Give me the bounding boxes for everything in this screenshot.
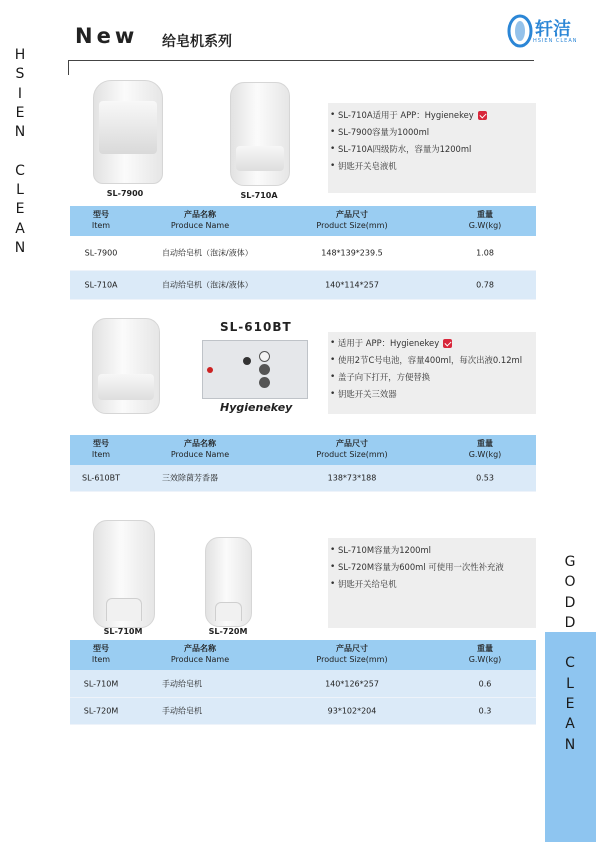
cell-weight: 0.6 <box>478 679 492 688</box>
header-cn: 产品尺寸 <box>336 210 368 219</box>
feature-item <box>328 124 536 141</box>
feature-item <box>328 141 536 158</box>
brand-letter: D <box>564 594 576 611</box>
header-cn: 重量 <box>477 644 493 653</box>
header-en: G.W(kg) <box>468 221 502 230</box>
sl-710m-product-image <box>93 520 155 628</box>
feature-item <box>328 559 536 576</box>
header-cn: 型号 <box>93 644 109 653</box>
section3-spec-table <box>70 640 536 725</box>
header-cn: 产品名称 <box>184 210 216 219</box>
brand-letter: A <box>565 716 575 733</box>
header-size <box>302 209 402 231</box>
cell-item: SL-720M <box>83 706 119 716</box>
brand-letter: N <box>14 239 26 256</box>
feature-item <box>328 158 536 175</box>
feature-text: SL-710M容量为1200ml <box>338 545 431 555</box>
table-row <box>70 271 536 300</box>
brand-letter: N <box>14 124 26 141</box>
section2-spec-table <box>70 435 536 492</box>
brand-letter: C <box>15 162 25 179</box>
header-cn: 型号 <box>93 210 109 219</box>
header-item <box>70 438 132 460</box>
brand-letter: E <box>15 201 25 218</box>
brand-letter: D <box>564 614 576 631</box>
product-label-sl-720m: SL-720M <box>208 627 248 636</box>
brand-letter: L <box>566 675 574 692</box>
header-en: Produce Name <box>170 655 230 664</box>
table-header-row <box>70 435 536 465</box>
feature-item <box>328 369 536 386</box>
brand-letter: E <box>565 696 575 713</box>
header-name <box>160 438 240 460</box>
cell-size: 148*139*239.5 <box>321 248 383 258</box>
header-en: Produce Name <box>170 221 230 230</box>
header-name <box>160 209 240 231</box>
feature-text: 适用于 APP：Hygienekey <box>338 338 440 348</box>
table-row <box>70 670 536 698</box>
feature-item <box>328 335 536 352</box>
cell-name: 手动给皂机 <box>162 706 202 716</box>
cell-size: 93*102*204 <box>327 706 377 716</box>
brand-letter: E <box>15 104 25 121</box>
section2-features-box <box>328 332 536 414</box>
brand-letter: H <box>14 47 26 63</box>
feature-text: SL-7900容量为1000ml <box>338 127 430 137</box>
logo-cn-text: 轩洁 <box>535 19 571 40</box>
feature-text: 盖子向下打开，方便替换 <box>338 372 431 382</box>
header-cn: 重量 <box>477 210 493 219</box>
app-check-icon <box>478 111 487 120</box>
sl-710a-product-image <box>230 82 290 186</box>
header-weight <box>455 438 515 460</box>
panel-button-icon <box>259 364 270 375</box>
header-en: Product Size(mm) <box>316 655 388 664</box>
header-divider <box>68 60 534 61</box>
header-new-title: New <box>75 24 139 48</box>
header-en: Item <box>91 221 111 230</box>
header-size <box>302 643 402 665</box>
table-row <box>70 698 536 725</box>
feature-text: 使用2节C号电池，容量400ml，每次出液0.12ml <box>338 355 523 365</box>
cell-weight: 0.78 <box>476 280 494 290</box>
header-item <box>70 209 132 231</box>
hygienekey-logo-text: Hygienekey <box>220 401 293 414</box>
feature-text: SL-710A四级防水，容量为1200ml <box>338 144 472 154</box>
feature-text: SL-720M容量为600ml 可使用一次性补充液 <box>338 562 504 572</box>
header-en: G.W(kg) <box>468 450 502 459</box>
table-row <box>70 465 536 492</box>
cell-item: SL-710A <box>84 280 118 290</box>
header-cn: 型号 <box>93 439 109 448</box>
cell-name: 三效除菌芳香器 <box>162 473 218 483</box>
feature-item <box>328 576 536 593</box>
header-name <box>160 643 240 665</box>
control-panel-image <box>202 340 308 399</box>
header-en: Item <box>91 655 111 664</box>
sl-610bt-product-image <box>92 318 160 414</box>
header-en: Product Size(mm) <box>316 221 388 230</box>
feature-text: SL-710A适用于 APP：Hygienekey <box>338 110 474 120</box>
sl-720m-product-image <box>205 537 252 627</box>
cell-weight: 1.08 <box>476 248 494 258</box>
section1-spec-table <box>70 206 536 300</box>
feature-text: 钥匙开关给皂机 <box>338 579 397 589</box>
panel-button-icon <box>259 377 270 388</box>
right-vertical-brand <box>558 552 582 755</box>
brand-logo <box>507 14 587 50</box>
brand-letter: G <box>564 554 576 570</box>
table-row <box>70 236 536 271</box>
panel-red-dot-icon <box>207 367 213 373</box>
cell-item: SL-7900 <box>84 248 118 258</box>
cell-name: 手动给皂机 <box>162 679 202 688</box>
header-cn: 产品名称 <box>184 644 216 653</box>
app-check-icon <box>443 339 452 348</box>
product-label-sl-710a: SL-710A <box>240 191 278 200</box>
brand-letter: S <box>15 66 25 83</box>
feature-text: 钥匙开关三效器 <box>338 389 397 399</box>
table-header-row <box>70 640 536 670</box>
cell-weight: 0.3 <box>478 706 492 716</box>
header-series-title: 给皂机系列 <box>162 34 232 50</box>
header-item <box>70 643 132 665</box>
sl-7900-product-image <box>93 80 163 184</box>
left-vertical-brand <box>8 45 32 257</box>
header-cn: 产品尺寸 <box>336 439 368 448</box>
cell-name: 自动给皂机（泡沫/液体） <box>162 248 253 258</box>
panel-model-title: SL-610BT <box>220 320 292 334</box>
header-en: G.W(kg) <box>468 655 502 664</box>
cell-item: SL-610BT <box>82 473 120 483</box>
header-weight <box>455 643 515 665</box>
cell-size: 140*114*257 <box>325 280 379 290</box>
product-label-sl-710m: SL-710M <box>103 627 143 636</box>
panel-dot-icon <box>243 357 251 365</box>
feature-item <box>328 386 536 403</box>
logo-drop-icon <box>507 14 533 48</box>
product-label-sl-7900: SL-7900 <box>106 189 144 198</box>
feature-item <box>328 352 536 369</box>
brand-letter: C <box>565 655 575 672</box>
cell-item: SL-710M <box>83 679 119 688</box>
feature-item <box>328 107 536 124</box>
cell-weight: 0.53 <box>476 473 494 483</box>
header-en: Item <box>91 450 111 459</box>
panel-button-icon <box>259 351 270 362</box>
brand-letter: I <box>17 85 23 102</box>
section1-features-box <box>328 103 536 193</box>
feature-text: 钥匙开关皂液机 <box>338 161 397 171</box>
brand-letter: N <box>564 736 576 753</box>
section3-features-box <box>328 538 536 628</box>
brand-letter: O <box>564 574 576 591</box>
header-cn: 产品名称 <box>184 439 216 448</box>
feature-item <box>328 542 536 559</box>
cell-size: 140*126*257 <box>325 679 379 688</box>
header-weight <box>455 209 515 231</box>
brand-letter: L <box>16 182 24 199</box>
header-size <box>302 438 402 460</box>
header-divider-tick <box>68 60 69 75</box>
header-cn: 重量 <box>477 439 493 448</box>
cell-name: 自动给皂机（泡沫/液体） <box>162 280 253 290</box>
table-header-row <box>70 206 536 236</box>
logo-en-text: HSIEN CLEAN <box>533 38 578 44</box>
cell-size: 138*73*188 <box>327 473 377 483</box>
brand-letter: A <box>15 220 25 237</box>
header-en: Produce Name <box>170 450 230 459</box>
header-cn: 产品尺寸 <box>336 644 368 653</box>
header-en: Product Size(mm) <box>316 450 388 459</box>
